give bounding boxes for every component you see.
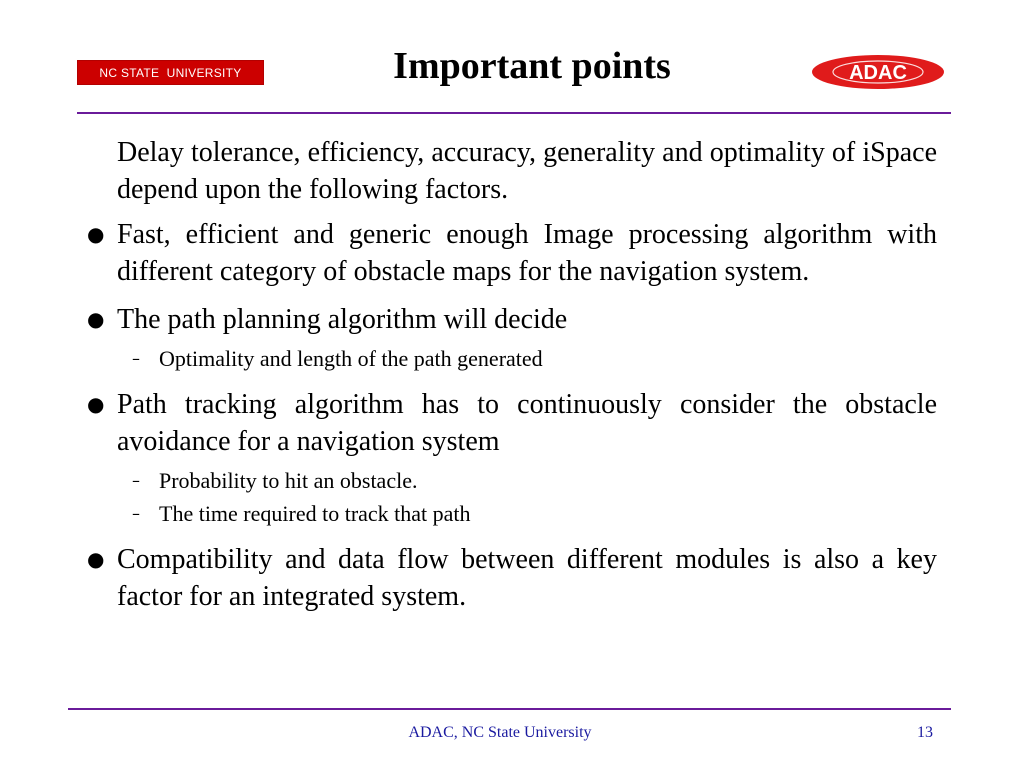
dash-icon: – — [132, 349, 140, 368]
footer-text: ADAC, NC State University — [408, 724, 592, 741]
list-item — [84, 216, 937, 290]
dash-icon: – — [132, 504, 140, 523]
intro-text: Delay tolerance, efficiency, accuracy, generality and optimality of iSpace depend upon the following factors. — [117, 137, 937, 205]
bullet-icon: ● — [87, 222, 105, 246]
list-item — [84, 386, 937, 460]
sub-list-item-text: The time required to track that path — [159, 501, 471, 526]
list-item — [84, 301, 937, 338]
sub-list-item — [84, 466, 937, 496]
sub-list-item-text: Probability to hit an obstacle. — [159, 468, 418, 493]
list-item-text: Compatibility and data flow between different modules is also a key factor for an integrated system. — [117, 544, 937, 612]
slide-title: Important points — [393, 45, 671, 87]
dash-icon: – — [132, 471, 140, 490]
sub-list-item-text: Optimality and length of the path generated — [159, 346, 543, 371]
slide-content — [84, 134, 937, 626]
bullet-icon: ● — [87, 392, 105, 416]
intro-paragraph — [84, 134, 937, 208]
footer-divider — [68, 708, 951, 710]
bullet-icon: ● — [87, 547, 105, 571]
list-item-text: Fast, efficient and generic enough Image processing algorithm with different category of obstacle maps for the navigation system. — [117, 219, 937, 287]
sub-list-item — [84, 499, 937, 529]
page-number: 13 — [917, 724, 933, 741]
list-item — [84, 541, 937, 615]
list-item-text: Path tracking algorithm has to continuously consider the obstacle avoidance for a navigation system — [117, 389, 937, 457]
adac-logo — [810, 54, 946, 90]
sub-list-item — [84, 344, 937, 374]
list-item-text: The path planning algorithm will decide — [117, 304, 568, 335]
header-divider — [77, 112, 951, 114]
bullet-icon: ● — [87, 307, 105, 331]
university-logo-text: NC STATE UNIVERSITY — [99, 65, 242, 80]
adac-logo-text: ADAC — [849, 62, 907, 84]
